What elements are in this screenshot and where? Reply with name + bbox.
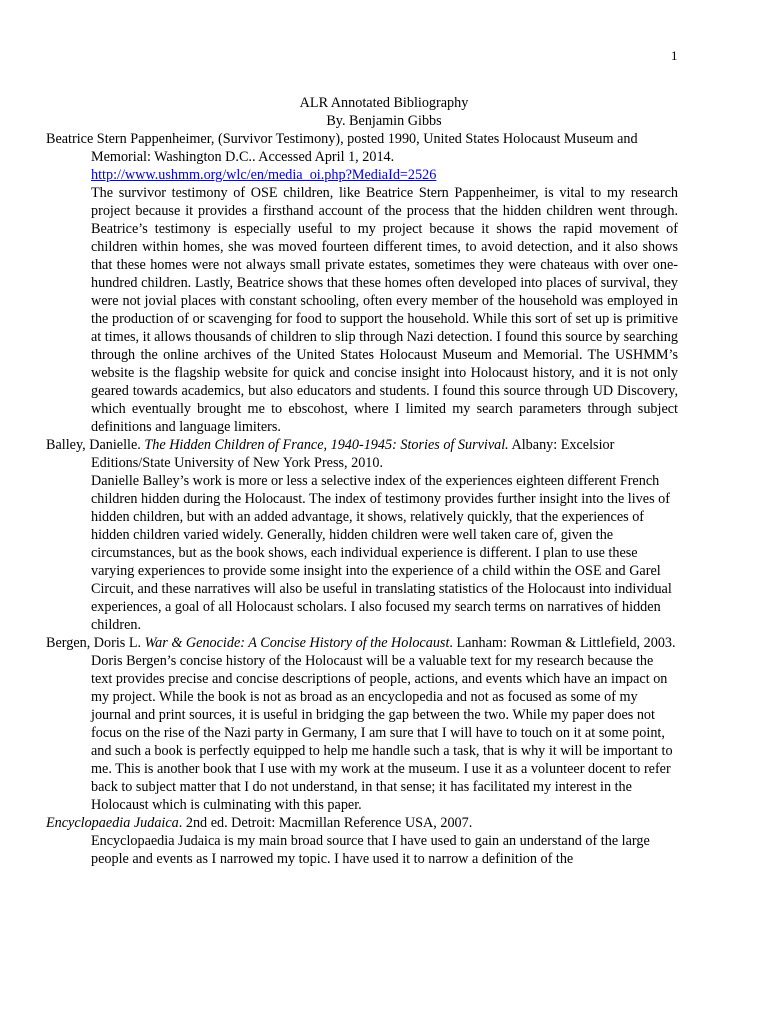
bibliography-list	[46, 130, 678, 886]
citation-title: The Hidden Children of France, 1940-1945: Stories of Survival.	[144, 437, 509, 453]
annotation-text: Danielle Balley’s work is more or less a selective index of the experiences eighteen different French children hidden during the Holocaust. The index of testimony provides further insight into the lives of hidden children, but with an added advantage, it shows, relatively quickly, that the experiences of hidden children varied widely. Generally, hidden children were well taken care of, given the circumstances, but as the book shows, each individual experience is different. I plan to use these varying experiences to provide some insight into the experience of a child within the OSE and Garel Circuit, and these narratives will also be useful in translating statistics of the Holocaust into individual experiences, a goal of all Holocaust scholars. I also focused my search terms on narratives of hidden children.	[91, 473, 672, 633]
citation	[46, 814, 678, 832]
source-link[interactable]: http://www.ushmm.org/wlc/en/media_oi.php?MediaId=2526	[91, 167, 437, 183]
citation-title: Encyclopaedia Judaica	[46, 815, 179, 831]
page-number: 1	[671, 48, 678, 63]
citation	[46, 634, 678, 652]
citation	[46, 436, 678, 472]
citation-publisher: . Lanham: Rowman & Littlefield, 2003.	[449, 635, 676, 651]
annotation-text: The survivor testimony of OSE children, like Beatrice Stern Pappenheimer, is vital to my research project because it provides a firsthand account of the process that the hidden children went through. Beatrice’s testimony is especially useful to my project because it shows the rapid movement of children within homes, she was moved fourteen different times, to avoid detection, and it also shows that these homes were not always small private estates, sometimes they were chateaus with over one-hundred children. Lastly, Beatrice shows that these homes often developed into places of survival, they were not jovial places with constant schooling, often every member of the household was employed in the production of or scavenging for food to support the household. While this sort of set up is primitive at times, it allows thousands of children to slip through Nazi detection. I found this source by searching through the online archives of the United States Holocaust Museum and Memorial. The USHMM’s website is the flagship website for quick and concise insight into Holocaust history, and it is not only geared towards academics, but also educators and students. I found this source through UD Discovery, which eventually brought me to ebscohost, where I limited my search parameters through subject definitions and language limiters.	[91, 185, 678, 435]
citation-author: Balley, Danielle.	[46, 437, 145, 453]
citation-text: Beatrice Stern Pappenheimer, (Survivor Testimony), posted 1990, United States Holocaust Museum and Memorial: Washington D.C.. Accessed April 1, 2014.	[46, 131, 638, 165]
author-line: By. Benjamin Gibbs	[326, 113, 442, 129]
citation-publisher: . 2nd ed. Detroit: Macmillan Reference USA, 2007.	[178, 815, 473, 831]
citation-author: Bergen, Doris L.	[46, 635, 145, 651]
document-title: ALR Annotated Bibliography	[299, 95, 469, 111]
bibliography-entry-bergen	[46, 634, 678, 814]
citation-title: War & Genocide: A Concise History of the Holocaust	[144, 635, 450, 651]
annotation-text: Doris Bergen’s concise history of the Holocaust will be a valuable text for my research because the text provides precise and concise descriptions of people, actions, and events which have an impact on my project. While the book is not as broad as an encyclopedia and not as focused as some of my journal and print sources, it is useful in bridging the gap between the two. While my paper does not focus on the rise of the Nazi party in Germany, I am sure that I will have to touch on it at some point, and such a book is perfectly equipped to help me handle such a task, that is why it will be important to me. This is another book that I use with my work at the museum. I use it as a volunteer docent to refer back to subject matter that I do not understand, in that sense; it has facilitated my interest in the Holocaust which is culminating with this paper.	[91, 653, 673, 813]
annotation-text: Encyclopaedia Judaica is my main broad source that I have used to gain an understand of the large people and events as I narrowed my topic. I have used it to narrow a definition of the	[91, 833, 650, 867]
bibliography-entry-encyclopaedia-judaica	[46, 814, 678, 886]
citation-publisher: Albany: Excelsior Editions/State University of New York Press, 2010.	[91, 437, 615, 471]
bibliography-entry-pappenheimer	[46, 130, 678, 436]
bibliography-entry-balley	[46, 436, 678, 634]
citation	[46, 130, 678, 184]
